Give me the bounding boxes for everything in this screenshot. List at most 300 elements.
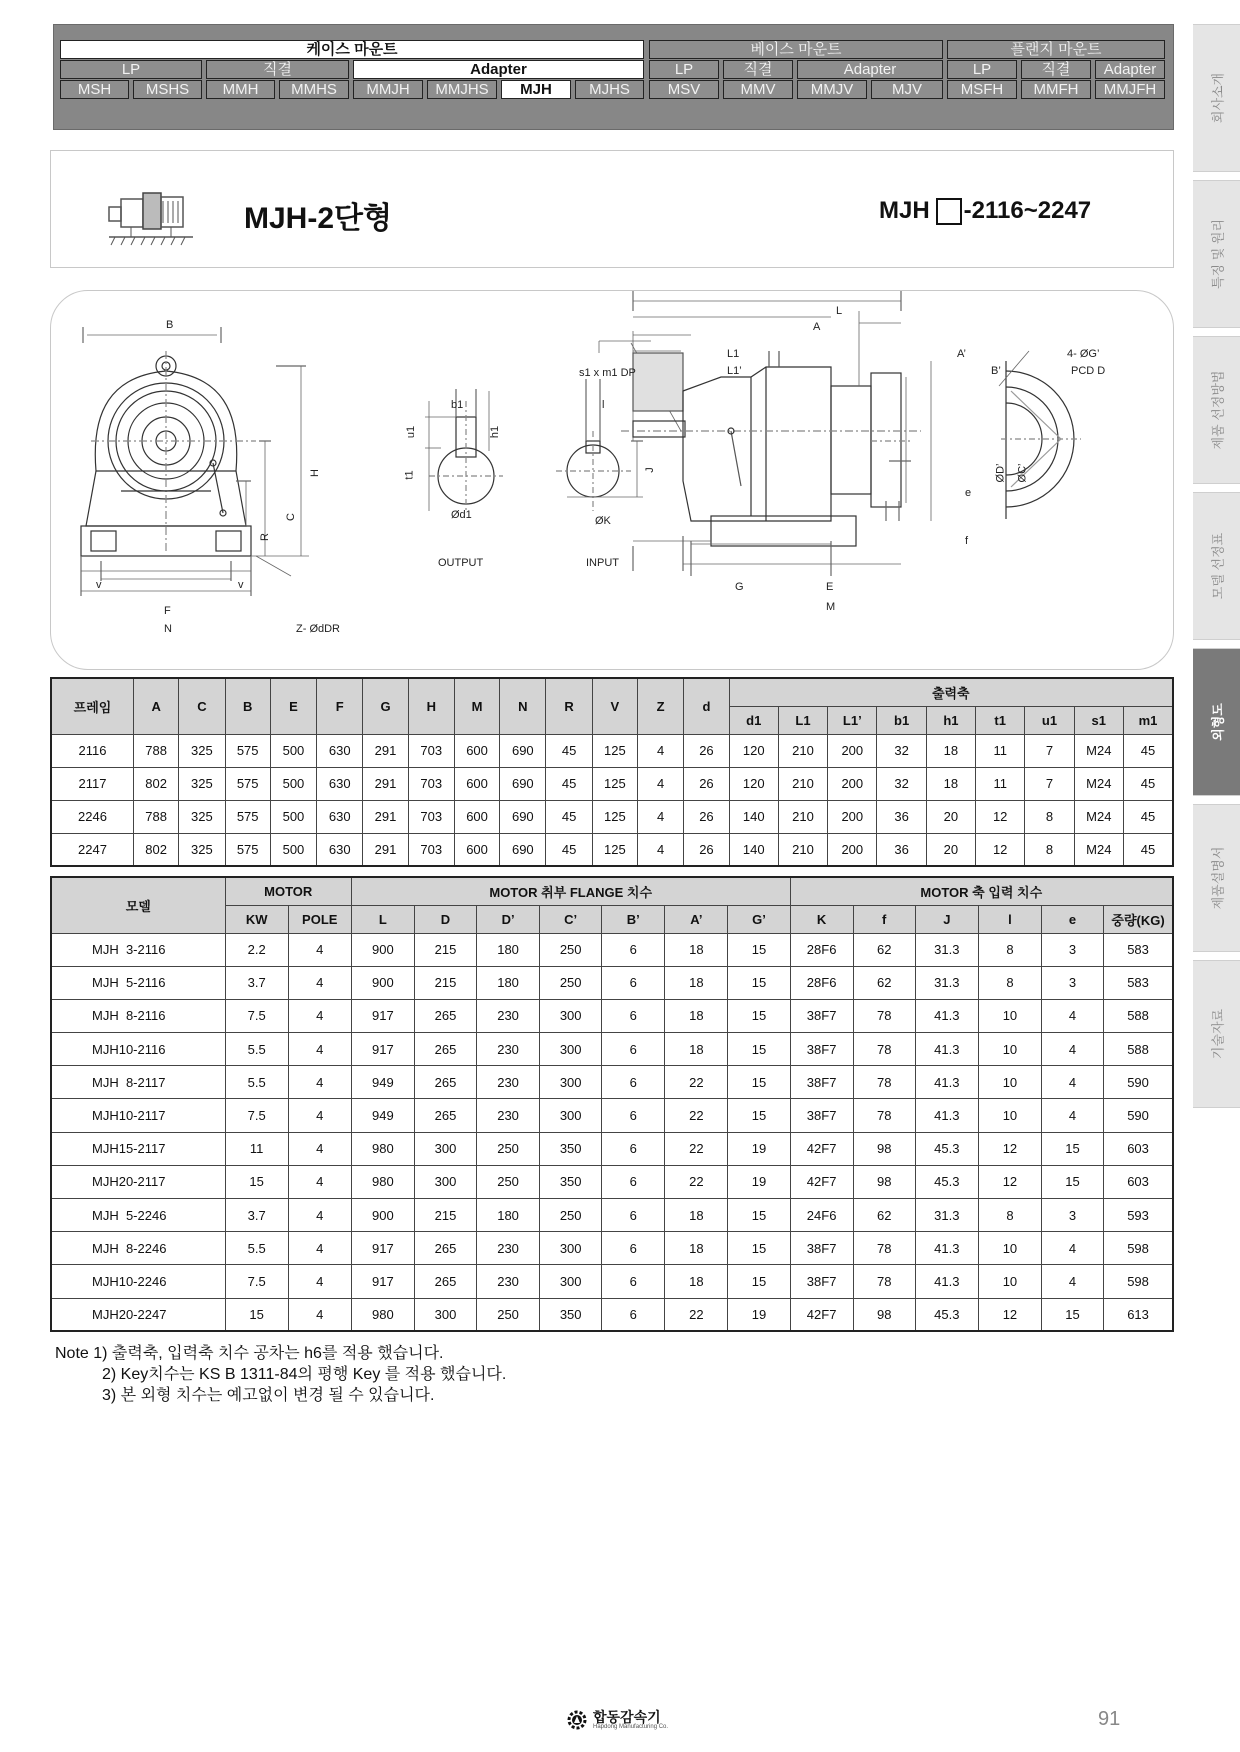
table-cell: 18 bbox=[665, 1033, 728, 1066]
table-cell: 690 bbox=[500, 800, 546, 833]
table-cell: 15 bbox=[728, 1033, 790, 1066]
table-cell: 3 bbox=[1041, 933, 1103, 966]
table-cell: 200 bbox=[828, 833, 877, 866]
nav-model-msh[interactable]: MSH bbox=[60, 80, 129, 99]
table-cell: 690 bbox=[500, 833, 546, 866]
table-cell: 12 bbox=[976, 800, 1025, 833]
frame-row bbox=[51, 833, 1173, 866]
nav-sub-direct[interactable]: 직결 bbox=[1021, 60, 1091, 79]
table-cell: 6 bbox=[602, 1132, 665, 1165]
table-cell: 4 bbox=[288, 1165, 351, 1198]
nav-model-msfh[interactable]: MSFH bbox=[947, 80, 1017, 99]
table-cell: 38F7 bbox=[790, 999, 853, 1032]
table-cell: 291 bbox=[363, 800, 408, 833]
table-cell: 600 bbox=[454, 833, 499, 866]
group-header-flange: MOTOR 취부 FLANGE 치수 bbox=[351, 877, 790, 905]
table-cell: 4 bbox=[288, 1232, 351, 1265]
col-header: H bbox=[408, 678, 454, 734]
group-header-input-shaft: MOTOR 축 입력 치수 bbox=[790, 877, 1173, 905]
table-cell: 45.3 bbox=[915, 1132, 978, 1165]
input-view-label: INPUT bbox=[586, 557, 619, 569]
table-cell: 917 bbox=[351, 999, 414, 1032]
table-cell: 300 bbox=[414, 1132, 476, 1165]
col-header: f bbox=[853, 905, 915, 933]
dim-label-s1-m1-dp: s1 x m1 DP bbox=[579, 367, 636, 379]
table-cell: 180 bbox=[477, 1199, 540, 1232]
table-cell: 600 bbox=[454, 800, 499, 833]
table-cell: 78 bbox=[853, 1033, 915, 1066]
table-cell: 949 bbox=[351, 1066, 414, 1099]
table-cell: 98 bbox=[853, 1132, 915, 1165]
table-cell: 45 bbox=[1123, 734, 1173, 767]
group-header-output-shaft: 출력축 bbox=[729, 678, 1173, 706]
table-cell: 265 bbox=[414, 1265, 476, 1298]
row-label-cell: 2116 bbox=[51, 734, 134, 767]
table-cell: 291 bbox=[363, 833, 408, 866]
col-header: B’ bbox=[602, 905, 665, 933]
col-header: POLE bbox=[288, 905, 351, 933]
table-cell: 4 bbox=[288, 1298, 351, 1331]
table-cell: 6 bbox=[602, 1199, 665, 1232]
table-cell: 15 bbox=[225, 1165, 288, 1198]
nav-model-mmjh[interactable]: MMJH bbox=[353, 80, 423, 99]
dim-label-e: e bbox=[965, 487, 972, 499]
table-cell: 125 bbox=[592, 767, 637, 800]
table-cell: 180 bbox=[477, 966, 540, 999]
nav-model-mmjhs[interactable]: MMJHS bbox=[427, 80, 497, 99]
table-cell: 590 bbox=[1104, 1099, 1173, 1132]
table-cell: 8 bbox=[978, 966, 1041, 999]
dim-label-m: M bbox=[826, 601, 836, 613]
table-cell: 4 bbox=[288, 1066, 351, 1099]
table-cell: 500 bbox=[270, 833, 316, 866]
table-cell: 45.3 bbox=[915, 1298, 978, 1331]
table-cell: 4 bbox=[1041, 999, 1103, 1032]
model-row bbox=[51, 1099, 1173, 1132]
nav-group-flange-mount[interactable]: 플랜지 마운트 bbox=[947, 40, 1165, 59]
table-cell: 31.3 bbox=[915, 1199, 978, 1232]
dim-label-b-prime: B’ bbox=[991, 365, 1001, 377]
table-cell: 15 bbox=[728, 1099, 790, 1132]
table-cell: 41.3 bbox=[915, 1033, 978, 1066]
table-cell: 10 bbox=[978, 1066, 1041, 1099]
table-cell: 265 bbox=[414, 1033, 476, 1066]
table-cell: 10 bbox=[978, 1033, 1041, 1066]
page-title: MJH-2단형 bbox=[244, 202, 392, 235]
table-cell: 18 bbox=[665, 999, 728, 1032]
dim-label-c-prime: ØC’ bbox=[1016, 463, 1029, 483]
table-cell: 600 bbox=[454, 734, 499, 767]
table-cell: 265 bbox=[414, 1099, 476, 1132]
table-cell: 3 bbox=[1041, 966, 1103, 999]
side-tab-manual[interactable]: 제품설명서 bbox=[1193, 804, 1240, 952]
table-cell: 22 bbox=[665, 1066, 728, 1099]
col-header: K bbox=[790, 905, 853, 933]
table-cell: 4 bbox=[288, 1132, 351, 1165]
frame-dimension-table bbox=[50, 677, 1174, 867]
table-cell: 26 bbox=[684, 800, 729, 833]
nav-sub-adapter[interactable]: Adapter bbox=[353, 60, 644, 79]
table-cell: 917 bbox=[351, 1265, 414, 1298]
table-cell: 15 bbox=[728, 1199, 790, 1232]
table-cell: 3.7 bbox=[225, 1199, 288, 1232]
table-cell: 4 bbox=[1041, 1099, 1103, 1132]
col-header: u1 bbox=[1025, 706, 1074, 734]
note-line: 3) 본 외형 치수는 예고없이 변경 될 수 있습니다. bbox=[102, 1387, 435, 1404]
nav-model-mmjv[interactable]: MMJV bbox=[797, 80, 867, 99]
table-cell: 300 bbox=[540, 1265, 602, 1298]
table-cell: 917 bbox=[351, 1232, 414, 1265]
table-cell: 300 bbox=[540, 1232, 602, 1265]
table-cell: 210 bbox=[778, 833, 827, 866]
nav-sub-direct[interactable]: 직결 bbox=[723, 60, 793, 79]
table-cell: 575 bbox=[225, 833, 270, 866]
table-cell: 250 bbox=[477, 1165, 540, 1198]
nav-model-mjv[interactable]: MJV bbox=[871, 80, 943, 99]
table-cell: 300 bbox=[414, 1165, 476, 1198]
table-cell: 38F7 bbox=[790, 1232, 853, 1265]
nav-sub-direct[interactable]: 직결 bbox=[206, 60, 349, 79]
col-header: L bbox=[351, 905, 414, 933]
nav-model-mjh[interactable]: MJH bbox=[501, 80, 571, 99]
table-cell: 15 bbox=[728, 999, 790, 1032]
table-cell: 78 bbox=[853, 1066, 915, 1099]
company-logo bbox=[565, 1708, 668, 1732]
table-cell: 140 bbox=[729, 800, 778, 833]
col-header: D bbox=[414, 905, 476, 933]
row-label-cell: MJH10-2117 bbox=[51, 1099, 225, 1132]
nav-sub-lp[interactable]: LP bbox=[947, 60, 1017, 79]
nav-group-base-mount[interactable]: 베이스 마운트 bbox=[649, 40, 943, 59]
nav-model-mmv[interactable]: MMV bbox=[723, 80, 793, 99]
table-cell: 12 bbox=[978, 1298, 1041, 1331]
table-cell: 11 bbox=[976, 734, 1025, 767]
table-cell: M24 bbox=[1074, 767, 1123, 800]
nav-model-mshs[interactable]: MSHS bbox=[133, 80, 202, 99]
table-cell: 900 bbox=[351, 1199, 414, 1232]
table-cell: 788 bbox=[134, 734, 179, 767]
table-cell: 200 bbox=[828, 734, 877, 767]
table-cell: 31.3 bbox=[915, 933, 978, 966]
model-row bbox=[51, 1066, 1173, 1099]
row-label-cell: 2246 bbox=[51, 800, 134, 833]
table-cell: 5.5 bbox=[225, 1033, 288, 1066]
table-cell: 45 bbox=[546, 800, 592, 833]
col-header: s1 bbox=[1074, 706, 1123, 734]
table-cell: 45 bbox=[1123, 833, 1173, 866]
dim-label-v: v bbox=[238, 579, 244, 591]
row-label-cell: MJH10-2246 bbox=[51, 1265, 225, 1298]
table-cell: 45 bbox=[546, 767, 592, 800]
table-cell: 325 bbox=[179, 833, 225, 866]
row-label-cell: MJH 8-2116 bbox=[51, 999, 225, 1032]
table-cell: 291 bbox=[363, 734, 408, 767]
table-cell: 28F6 bbox=[790, 966, 853, 999]
table-cell: 7.5 bbox=[225, 999, 288, 1032]
table-cell: 4 bbox=[1041, 1232, 1103, 1265]
frame-row bbox=[51, 800, 1173, 833]
table-cell: 45 bbox=[1123, 800, 1173, 833]
nav-model-mmh[interactable]: MMH bbox=[206, 80, 275, 99]
nav-sub-lp[interactable]: LP bbox=[649, 60, 719, 79]
dim-label-t1: t1 bbox=[403, 470, 416, 480]
table-cell: 78 bbox=[853, 1099, 915, 1132]
table-cell: 20 bbox=[926, 833, 975, 866]
notes bbox=[55, 1343, 506, 1406]
col-header: A bbox=[134, 678, 179, 734]
dim-label-e: E bbox=[826, 581, 834, 593]
table-cell: 630 bbox=[317, 800, 363, 833]
table-cell: 5.5 bbox=[225, 1232, 288, 1265]
table-cell: 325 bbox=[179, 800, 225, 833]
table-cell: 980 bbox=[351, 1165, 414, 1198]
table-cell: 125 bbox=[592, 734, 637, 767]
table-cell: 18 bbox=[665, 933, 728, 966]
table-cell: 230 bbox=[477, 999, 540, 1032]
frame-row bbox=[51, 734, 1173, 767]
table-cell: 500 bbox=[270, 767, 316, 800]
company-name-en: Hapdong Manufacturing Co. bbox=[593, 1723, 669, 1730]
row-label-cell: MJH20-2117 bbox=[51, 1165, 225, 1198]
model-row bbox=[51, 1298, 1173, 1331]
table-cell: 18 bbox=[665, 1232, 728, 1265]
table-cell: 900 bbox=[351, 966, 414, 999]
table-cell: 250 bbox=[477, 1132, 540, 1165]
table-cell: 200 bbox=[828, 767, 877, 800]
row-label-cell: 2247 bbox=[51, 833, 134, 866]
col-header: d bbox=[684, 678, 729, 734]
row-label-cell: MJH15-2117 bbox=[51, 1132, 225, 1165]
row-label-cell: MJH10-2116 bbox=[51, 1033, 225, 1066]
table-cell: 250 bbox=[477, 1298, 540, 1331]
table-cell: 4 bbox=[288, 1033, 351, 1066]
model-dimension-table bbox=[50, 876, 1174, 1332]
dim-label-b: B bbox=[166, 319, 174, 331]
nav-group-case-mount[interactable]: 케이스 마운트 bbox=[60, 40, 644, 59]
table-cell: 41.3 bbox=[915, 1265, 978, 1298]
col-header: 중량(KG) bbox=[1104, 905, 1173, 933]
col-header: e bbox=[1041, 905, 1103, 933]
table-cell: 140 bbox=[729, 833, 778, 866]
table-cell: 265 bbox=[414, 1232, 476, 1265]
table-cell: 200 bbox=[828, 800, 877, 833]
side-tab-features[interactable]: 특징 및 원리 bbox=[1193, 180, 1240, 328]
table-cell: 15 bbox=[225, 1298, 288, 1331]
table-cell: 15 bbox=[728, 1265, 790, 1298]
table-cell: 6 bbox=[602, 1033, 665, 1066]
model-row bbox=[51, 1265, 1173, 1298]
dim-label-h: H bbox=[308, 469, 321, 477]
table-cell: 4 bbox=[638, 767, 684, 800]
table-cell: 26 bbox=[684, 833, 729, 866]
table-cell: 250 bbox=[540, 966, 602, 999]
nav-sub-adapter[interactable]: Adapter bbox=[1095, 60, 1165, 79]
row-label-cell: 2117 bbox=[51, 767, 134, 800]
table-cell: 291 bbox=[363, 767, 408, 800]
table-cell: 6 bbox=[602, 1066, 665, 1099]
nav-model-mmhs[interactable]: MMHS bbox=[279, 80, 349, 99]
table-cell: 98 bbox=[853, 1165, 915, 1198]
table-cell: 215 bbox=[414, 1199, 476, 1232]
table-cell: 10 bbox=[978, 1099, 1041, 1132]
table-cell: 45.3 bbox=[915, 1165, 978, 1198]
dim-label-l1-prime: L1’ bbox=[727, 365, 742, 377]
table-cell: 19 bbox=[728, 1132, 790, 1165]
table-cell: 10 bbox=[978, 999, 1041, 1032]
table-cell: 62 bbox=[853, 966, 915, 999]
table-cell: 593 bbox=[1104, 1199, 1173, 1232]
table-cell: 24F6 bbox=[790, 1199, 853, 1232]
table-cell: 6 bbox=[602, 966, 665, 999]
model-row bbox=[51, 1165, 1173, 1198]
table-cell: M24 bbox=[1074, 800, 1123, 833]
frame-row bbox=[51, 767, 1173, 800]
table-cell: 4 bbox=[288, 999, 351, 1032]
nav-model-mmfh[interactable]: MMFH bbox=[1021, 80, 1091, 99]
col-header: V bbox=[592, 678, 637, 734]
nav-model-mmjfh[interactable]: MMJFH bbox=[1095, 80, 1165, 99]
page-number: 91 bbox=[1098, 1708, 1121, 1730]
company-name: 합동감속기 bbox=[593, 1708, 661, 1725]
col-header: m1 bbox=[1123, 706, 1173, 734]
table-cell: 22 bbox=[665, 1132, 728, 1165]
frame-table-body bbox=[51, 734, 1173, 866]
dim-label-k: ØK bbox=[595, 515, 611, 527]
col-header: 프레임 bbox=[51, 678, 134, 734]
table-cell: 20 bbox=[926, 800, 975, 833]
table-cell: 45 bbox=[1123, 767, 1173, 800]
nav-model-msv[interactable]: MSV bbox=[649, 80, 719, 99]
table-cell: 350 bbox=[540, 1165, 602, 1198]
table-cell: 703 bbox=[408, 800, 454, 833]
side-tab-dimensions[interactable]: 외형도 bbox=[1193, 648, 1240, 796]
model-row bbox=[51, 1132, 1173, 1165]
table-cell: 42F7 bbox=[790, 1132, 853, 1165]
row-label-cell: MJH 8-2246 bbox=[51, 1232, 225, 1265]
col-header: R bbox=[546, 678, 592, 734]
table-cell: 630 bbox=[317, 734, 363, 767]
table-cell: 300 bbox=[540, 1099, 602, 1132]
col-header: Z bbox=[638, 678, 684, 734]
table-cell: 917 bbox=[351, 1033, 414, 1066]
table-cell: 300 bbox=[414, 1298, 476, 1331]
table-cell: 78 bbox=[853, 1232, 915, 1265]
table-cell: 38F7 bbox=[790, 1099, 853, 1132]
table-cell: 4 bbox=[288, 1099, 351, 1132]
table-cell: 41.3 bbox=[915, 1232, 978, 1265]
table-cell: 8 bbox=[978, 933, 1041, 966]
dim-label-n: N bbox=[164, 623, 172, 635]
table-cell: 180 bbox=[477, 933, 540, 966]
table-cell: 215 bbox=[414, 966, 476, 999]
col-header: C bbox=[179, 678, 225, 734]
row-label-cell: MJH 5-2116 bbox=[51, 966, 225, 999]
table-cell: 18 bbox=[665, 1265, 728, 1298]
table-cell: 125 bbox=[592, 800, 637, 833]
table-cell: 12 bbox=[978, 1132, 1041, 1165]
table-cell: 598 bbox=[1104, 1232, 1173, 1265]
table-cell: 230 bbox=[477, 1265, 540, 1298]
table-cell: 500 bbox=[270, 800, 316, 833]
table-cell: 38F7 bbox=[790, 1033, 853, 1066]
table-cell: 6 bbox=[602, 1298, 665, 1331]
table-cell: 6 bbox=[602, 1099, 665, 1132]
col-header: t1 bbox=[976, 706, 1025, 734]
table-cell: 603 bbox=[1104, 1132, 1173, 1165]
nav-model-mjhs[interactable]: MJHS bbox=[575, 80, 644, 99]
table-cell: 15 bbox=[1041, 1132, 1103, 1165]
side-tab-model-table[interactable]: 모델 선정표 bbox=[1193, 492, 1240, 640]
table-cell: 575 bbox=[225, 734, 270, 767]
col-header: L1 bbox=[778, 706, 827, 734]
table-cell: 4 bbox=[288, 933, 351, 966]
table-cell: 11 bbox=[976, 767, 1025, 800]
col-header: G bbox=[363, 678, 408, 734]
table-cell: M24 bbox=[1074, 734, 1123, 767]
table-cell: 10 bbox=[978, 1232, 1041, 1265]
nav-sub-adapter[interactable]: Adapter bbox=[797, 60, 943, 79]
col-header: N bbox=[500, 678, 546, 734]
table-cell: 78 bbox=[853, 999, 915, 1032]
nav-sub-lp[interactable]: LP bbox=[60, 60, 202, 79]
dimension-drawing bbox=[50, 290, 1174, 670]
model-row bbox=[51, 999, 1173, 1032]
table-cell: 15 bbox=[1041, 1298, 1103, 1331]
table-cell: 575 bbox=[225, 800, 270, 833]
table-cell: 98 bbox=[853, 1298, 915, 1331]
title-box bbox=[50, 150, 1174, 268]
table-cell: 11 bbox=[225, 1132, 288, 1165]
table-cell: 325 bbox=[179, 734, 225, 767]
table-cell: 4 bbox=[288, 1265, 351, 1298]
model-range-title bbox=[879, 197, 1091, 225]
table-cell: 600 bbox=[454, 767, 499, 800]
table-cell: 583 bbox=[1104, 966, 1173, 999]
table-cell: 7 bbox=[1025, 767, 1074, 800]
table-cell: 8 bbox=[1025, 833, 1074, 866]
table-cell: 3 bbox=[1041, 1199, 1103, 1232]
side-tab-technical-data[interactable]: 기술자료 bbox=[1193, 960, 1240, 1108]
table-cell: 265 bbox=[414, 999, 476, 1032]
table-cell: 26 bbox=[684, 767, 729, 800]
table-cell: 31.3 bbox=[915, 966, 978, 999]
side-tab-selection-method[interactable]: 제품 선정방법 bbox=[1193, 336, 1240, 484]
table-cell: 215 bbox=[414, 933, 476, 966]
table-cell: 12 bbox=[978, 1165, 1041, 1198]
table-cell: 590 bbox=[1104, 1066, 1173, 1099]
table-cell: 4 bbox=[288, 966, 351, 999]
empty-square-icon bbox=[936, 198, 962, 225]
table-cell: M24 bbox=[1074, 833, 1123, 866]
dim-label-bolt-g-prime: 4- ØG’ bbox=[1067, 348, 1100, 360]
table-cell: 6 bbox=[602, 1232, 665, 1265]
col-header: A’ bbox=[665, 905, 728, 933]
table-cell: 26 bbox=[684, 734, 729, 767]
table-cell: 703 bbox=[408, 767, 454, 800]
table-cell: 7.5 bbox=[225, 1099, 288, 1132]
side-tab-company[interactable]: 회사소개 bbox=[1193, 24, 1240, 172]
col-header: F bbox=[317, 678, 363, 734]
table-cell: 210 bbox=[778, 734, 827, 767]
dim-label-z-bolt: Z- ØdDR bbox=[296, 623, 340, 635]
note-line: Note 1) 출력축, 입력축 치수 공차는 h6를 적용 했습니다. bbox=[55, 1345, 444, 1362]
table-cell: 230 bbox=[477, 1232, 540, 1265]
dim-label-v: v bbox=[96, 579, 102, 591]
table-cell: 4 bbox=[1041, 1033, 1103, 1066]
table-cell: 41.3 bbox=[915, 999, 978, 1032]
table-cell: 36 bbox=[877, 800, 926, 833]
table-cell: 120 bbox=[729, 734, 778, 767]
